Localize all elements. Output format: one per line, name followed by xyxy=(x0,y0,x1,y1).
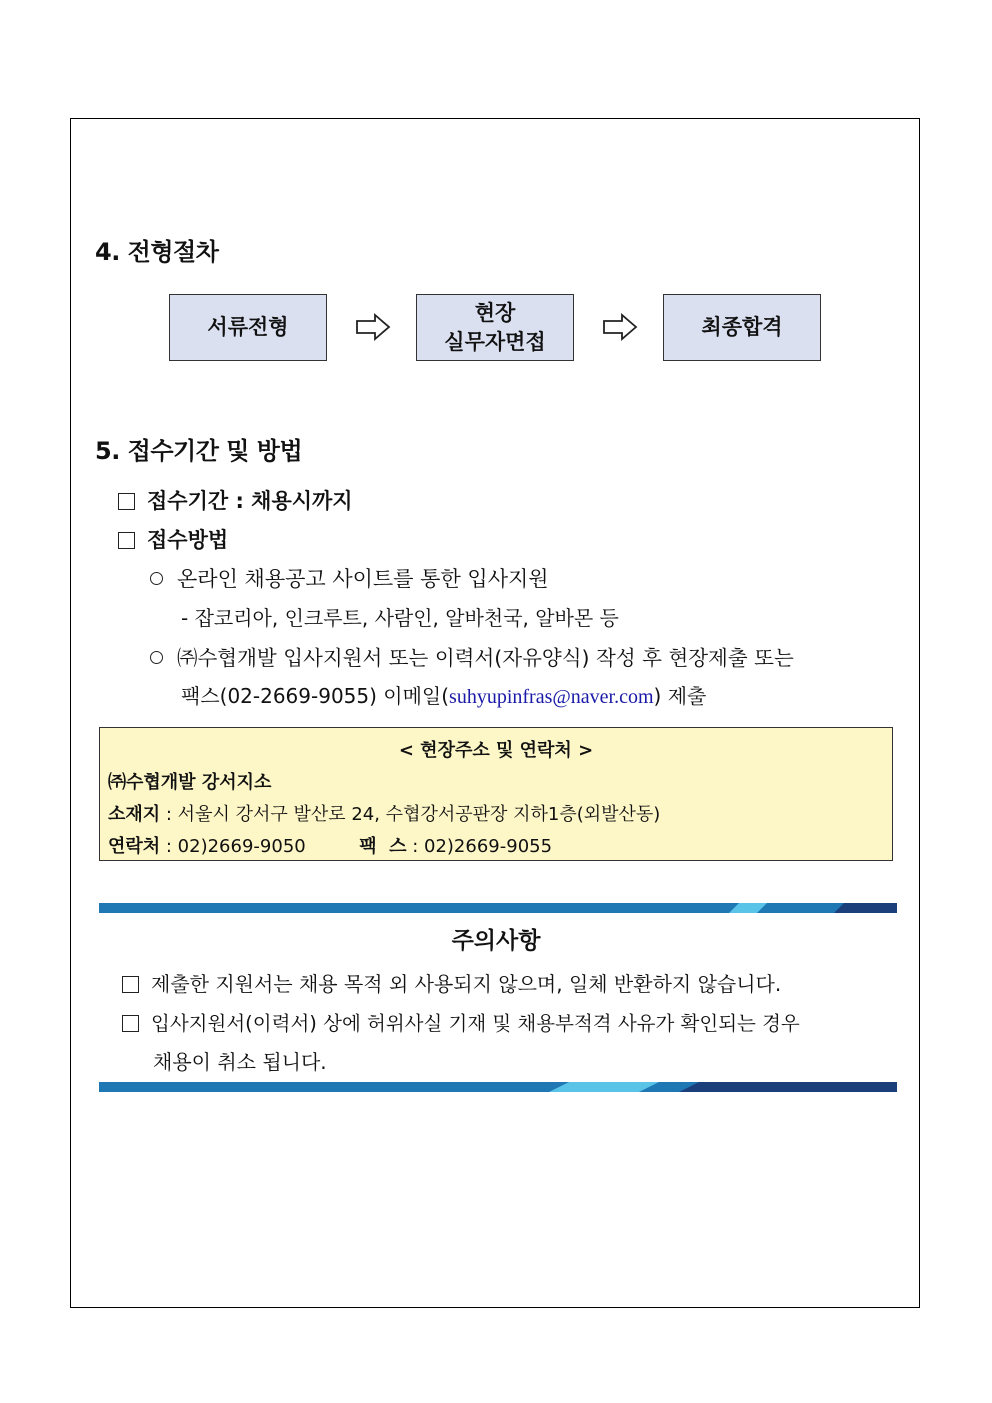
phone-row: 연락처 : 02)2669-9050 팩 스 : 02)2669-9055 xyxy=(108,836,553,857)
arrow-right-icon xyxy=(355,312,391,342)
step-label: 현장 실무자면접 xyxy=(444,301,546,354)
step-label: 최종합격 xyxy=(701,315,783,340)
notice-item-1: 제출한 지원서는 채용 목적 외 사용되지 않으며, 일체 반환하지 않습니다. xyxy=(122,968,781,997)
checkbox-square-icon xyxy=(122,1015,139,1032)
circle-bullet-icon xyxy=(150,651,163,664)
fax-email-line: 팩스(02-2669-9055) 이메일(suhyupinfras@naver.com) 제출 xyxy=(181,684,707,708)
section-5-title: 5. 접수기간 및 방법 xyxy=(95,437,303,465)
checkbox-square-icon xyxy=(122,976,139,993)
method-item: 접수방법 xyxy=(118,524,228,554)
offline-item: ㈜수협개발 입사지원서 또는 이력서(자유양식) 작성 후 현장제출 또는 xyxy=(150,641,794,671)
step-document-screening xyxy=(169,294,327,361)
decorative-bar-bottom xyxy=(99,1082,897,1092)
step-label: 서류전형 xyxy=(207,315,289,340)
step-interview xyxy=(416,294,574,361)
checkbox-square-icon xyxy=(118,493,135,510)
checkbox-square-icon xyxy=(118,532,135,549)
notice-item-2-continued: 채용이 취소 됩니다. xyxy=(153,1050,327,1074)
company-name: ㈜수협개발 강서지소 xyxy=(108,772,272,793)
circle-bullet-icon xyxy=(150,572,163,585)
contact-box xyxy=(99,727,893,861)
notice-item-2: 입사지원서(이력서) 상에 허위사실 기재 및 채용부적격 사유가 확인되는 경우 xyxy=(122,1008,800,1036)
address-row: 소재지 : 서울시 강서구 발산로 24, 수협강서공판장 지하1층(외발산동) xyxy=(108,804,661,825)
notice-title: 주의사항 xyxy=(451,928,541,954)
contact-heading: < 현장주소 및 연락처 > xyxy=(398,740,594,761)
section-4-title: 4. 전형절차 xyxy=(95,238,219,266)
sites-list: - 잡코리아, 인크루트, 사람인, 알바천국, 알바몬 등 xyxy=(181,606,619,630)
online-item: 온라인 채용공고 사이트를 통한 입사지원 xyxy=(150,563,549,593)
period-item: 접수기간 : 채용시까지 xyxy=(118,485,353,515)
decorative-bar-top xyxy=(99,903,897,913)
email-link[interactable]: suhyupinfras@naver.com xyxy=(449,686,654,708)
step-final-pass xyxy=(663,294,821,361)
arrow-right-icon xyxy=(602,312,638,342)
